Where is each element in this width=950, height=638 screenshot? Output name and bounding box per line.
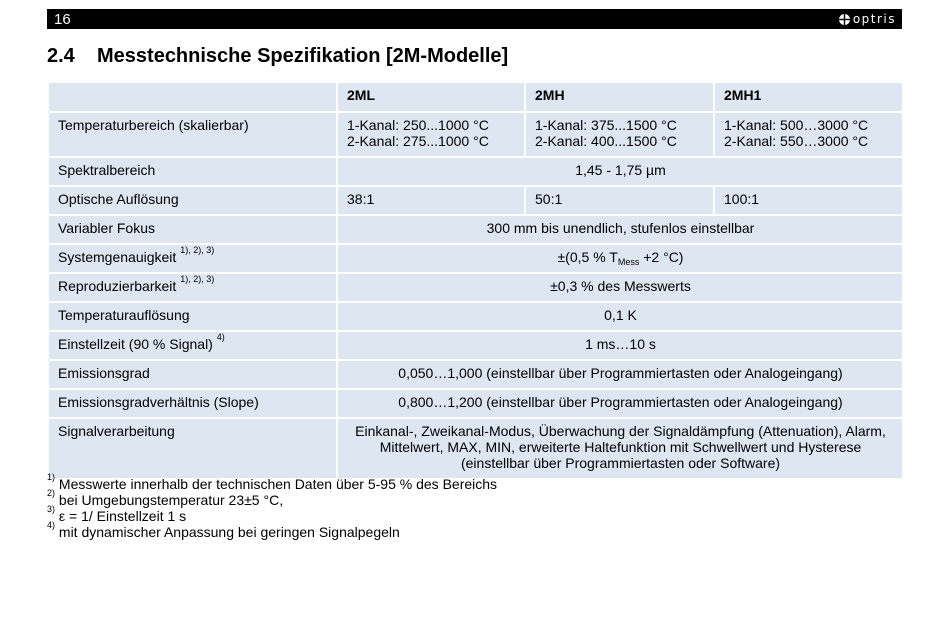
header-cell-2ml: 2ML [337,82,525,112]
row-label: Variabler Fokus [48,215,337,244]
table-row [48,273,903,302]
brand-name: optris [852,12,896,26]
row-label: Spektralbereich [48,157,337,186]
section-title [47,45,508,68]
section-heading: Messtechnische Spezifikation [2M-Modelle] [97,45,509,67]
table-row [48,302,903,331]
footnote [47,504,497,524]
cell-2mh1: 100:1 [714,186,903,215]
label-text: Systemgenauigkeit [58,249,177,265]
row-label: Temperaturauflösung [48,302,337,331]
footnote [47,488,497,508]
footnote-text: ε = 1/ Einstellzeit 1 s [55,508,187,524]
row-label: Temperaturbereich (skalierbar) [48,112,337,157]
value-text: ±(0,5 % T [557,249,618,265]
cell-value: 0,800…1,200 (einstellbar über Programmiertasten oder Analogeingang) [337,389,903,418]
cell-2mh1 [714,112,903,157]
page-header-bar [47,9,902,29]
table-row [48,244,903,273]
value-text: +2 °C) [639,249,684,265]
cell-value: 300 mm bis unendlich, stufenlos einstellbar [337,215,903,244]
label-text: Einstellzeit (90 % Signal) [58,336,213,352]
table-row [48,389,903,418]
cell-value: 0,050…1,000 (einstellbar über Programmiertasten oder Analogeingang) [337,360,903,389]
cell-value [337,244,903,273]
cell-line: 1-Kanal: 250...1000 °C [347,117,489,133]
footnotes [47,472,498,540]
footnote-mark: 3) [47,504,56,514]
brand-logo [838,13,896,26]
cell-line: 1-Kanal: 500…3000 °C [724,117,869,133]
cell-value [337,418,903,479]
cell-value: 0,1 K [337,302,903,331]
table-row [48,157,903,186]
cell-line: 2-Kanal: 400...1500 °C [535,133,677,149]
cell-line: 2-Kanal: 550…3000 °C [724,133,869,149]
table-row [48,112,903,157]
cell-2ml [337,112,525,157]
footnote-ref: 1), 2), 3) [180,245,215,255]
label-text: Reproduzierbarkeit [58,278,177,294]
footnote-mark: 4) [47,520,56,530]
row-label [48,244,337,273]
footnote-mark: 2) [47,488,56,498]
table-row [48,186,903,215]
page-number: 16 [54,11,71,28]
row-label [48,331,337,360]
cell-line: Einkanal-, Zweikanal-Modus, Überwachung der Signaldämpfung (Attenuation), Alarm, [355,423,886,439]
footnote-text: mit dynamischer Anpassung bei geringen Signalpegeln [55,524,400,540]
row-label: Optische Auflösung [48,186,337,215]
row-label: Signalverarbeitung [48,418,337,479]
header-cell-2mh: 2MH [525,82,714,112]
optris-logo-icon [838,13,851,26]
cell-line: Mittelwert, MAX, MIN, erweiterte Haltefunktion mit Schwellwert und Hysterese [379,439,862,455]
spec-table [47,81,904,480]
cell-line: 1-Kanal: 375...1500 °C [535,117,677,133]
cell-2ml: 38:1 [337,186,525,215]
header-cell-2mh1: 2MH1 [714,82,903,112]
cell-value: 1,45 - 1,75 µm [337,157,903,186]
footnote-mark: 1) [47,472,56,482]
cell-value: ±0,3 % des Messwerts [337,273,903,302]
value-subscript: Mess [617,257,640,267]
cell-2mh [525,112,714,157]
table-header-row [48,82,903,112]
footnote [47,520,497,540]
table-row [48,215,903,244]
table-row [48,360,903,389]
section-number: 2.4 [47,45,75,67]
footnote-text: Messwerte innerhalb der technischen Daten über 5-95 % des Bereichs [55,476,498,492]
footnote-ref: 1), 2), 3) [180,274,215,284]
row-label: Emissionsgradverhältnis (Slope) [48,389,337,418]
footnote-text: bei Umgebungstemperatur 23±5 °C, [55,492,284,508]
cell-line: (einstellbar über Programmiertasten oder Software) [460,455,781,471]
row-label [48,273,337,302]
cell-value: 1 ms…10 s [337,331,903,360]
footnote [47,472,498,492]
table-row [48,331,903,360]
header-cell-empty [48,82,337,112]
cell-2mh: 50:1 [525,186,714,215]
cell-line: 2-Kanal: 275...1000 °C [347,133,489,149]
row-label: Emissionsgrad [48,360,337,389]
table-row [48,418,903,479]
footnote-ref: 4) [216,332,225,342]
